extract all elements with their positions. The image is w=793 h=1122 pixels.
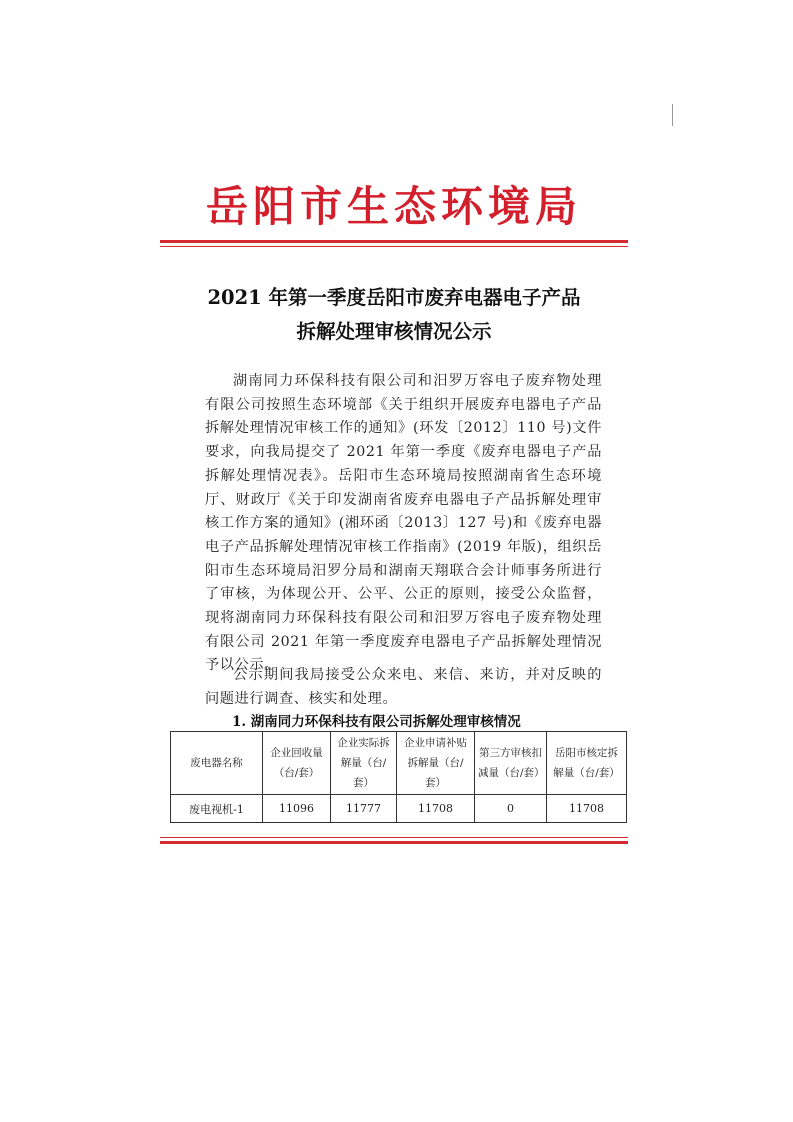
table-cell: 11777 (331, 795, 397, 823)
letterhead-rule-thin (160, 246, 628, 247)
table-header-cell: 企业实际拆解量（台/套） (331, 732, 397, 795)
scan-mark (672, 104, 673, 126)
audit-table (170, 731, 627, 823)
body-paragraph-1: 湖南同力环保科技有限公司和汨罗万容电子废弃物处理有限公司按照生态环境部《关于组织开展废弃电器电子产品拆解处理情况审核工作的通知》(环发〔2012〕110 号)文件要求，向我局提交了 2021 年第一季度《废弃电器电子产品拆解处理情况表》。岳阳市生态环境局按照湖南省生态环境厅、财政厅《关于印发湖南省废弃电器电子产品拆解处理审核工作方案的通知》(湘环函〔2013〕127 号)和《废弃电器电子产品拆解处理情况审核工作指南》(2019 年版)，组织岳阳市生态环境局汨罗分局和湖南天翔联合会计师事务所进行了审核，为体现公开、公平、公正的原则，接受公众监督，现将湖南同力环保科技有限公司和汨罗万容电子废弃物处理有限公司 2021 年第一季度废弃电器电子产品拆解处理情况予以公示。 (205, 373, 602, 674)
table-header-cell: 企业申请补贴拆解量（台/套） (397, 732, 475, 795)
document-title-line1: 2021 年第一季度岳阳市废弃电器电子产品 (207, 286, 581, 309)
document-title-line2: 拆解处理审核情况公示 (296, 320, 492, 343)
footer-rule-thin (160, 837, 628, 838)
table-header-cell: 岳阳市核定拆解量（台/套） (547, 732, 627, 795)
letterhead-rule-thick (160, 240, 628, 243)
body-paragraph-2: 公示期间我局接受公众来电、来信、来访，并对反映的问题进行调查、核实和处理。 (205, 667, 602, 707)
table-cell: 11096 (263, 795, 331, 823)
table-row (171, 795, 627, 823)
table-cell: 11708 (547, 795, 627, 823)
table-header-cell: 企业回收量（台/套） (263, 732, 331, 795)
letterhead-org-name: 岳阳市生态环境局 (205, 182, 582, 231)
table-cell: 11708 (397, 795, 475, 823)
section-heading-1: 1. 湖南同力环保科技有限公司拆解处理审核情况 (232, 714, 521, 730)
table-header-row (171, 732, 627, 795)
table-header-cell: 废电器名称 (171, 732, 263, 795)
table-header-cell: 第三方审核扣减量（台/套） (475, 732, 547, 795)
footer-rule-thick (160, 841, 628, 844)
table-cell: 废电视机-1 (171, 795, 263, 823)
table-cell: 0 (475, 795, 547, 823)
